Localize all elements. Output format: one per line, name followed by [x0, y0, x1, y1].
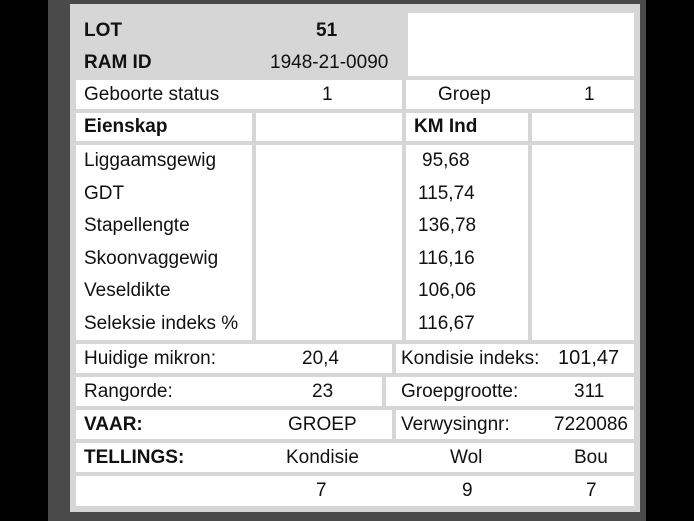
header-blank-box — [408, 13, 634, 76]
reference-label: Verwysingnr: — [401, 413, 510, 435]
trait-name-stapellengte: Stapellengte — [84, 215, 190, 237]
km-value-skoonvaggewig: 116,16 — [418, 247, 475, 269]
micron-row — [76, 344, 392, 373]
micron-label: Huidige mikron: — [84, 347, 216, 369]
counts-values-row — [76, 476, 634, 506]
trait-name-veseldikte: Veseldikte — [84, 280, 171, 302]
trait-names-column — [76, 145, 252, 340]
condition-index-row — [396, 344, 634, 373]
ram-id-value: 1948-21-0090 — [270, 52, 389, 73]
ram-id-label: RAM ID — [84, 52, 152, 73]
rank-row — [76, 377, 382, 406]
condition-index-label: Kondisie indeks: — [401, 347, 540, 369]
group-value: 1 — [584, 83, 595, 105]
km-value-gdt: 115,74 — [418, 182, 475, 204]
km-heading: KM Ind — [406, 113, 528, 141]
rank-value: 23 — [312, 380, 334, 402]
km-blank-column — [532, 145, 634, 340]
lot-value: 51 — [316, 20, 338, 41]
counts-build-value: 7 — [586, 480, 597, 501]
reference-row — [396, 410, 634, 439]
micron-value: 20,4 — [302, 347, 339, 369]
km-value-liggaamsgewig: 95,68 — [422, 150, 470, 172]
counts-wool-value: 9 — [462, 480, 473, 501]
km-value-stapellengte: 136,78 — [418, 215, 477, 237]
rank-label: Rangorde: — [84, 380, 173, 402]
trait-name-liggaamsgewig: Liggaamsgewig — [84, 150, 217, 172]
trait-name-gdt: GDT — [84, 182, 125, 204]
group-size-row — [386, 377, 634, 406]
counts-label: TELLINGS: — [84, 446, 185, 468]
km-value-veseldikte: 106,06 — [418, 280, 477, 302]
counts-wool-label: Wol — [450, 446, 483, 468]
condition-index-value: 101,47 — [558, 347, 620, 369]
group-size-label: Groepgrootte: — [401, 380, 519, 402]
km-value-seleksie-indeks: 116,67 — [418, 312, 475, 334]
trait-blank-column — [256, 145, 402, 340]
reference-value: 7220086 — [554, 413, 628, 435]
group-size-value: 311 — [574, 380, 605, 402]
counts-condition-label: Kondisie — [286, 446, 359, 468]
counts-build-label: Bou — [574, 446, 608, 468]
lot-card — [70, 4, 640, 512]
lot-label: LOT — [84, 20, 122, 41]
trait-name-skoonvaggewig: Skoonvaggewig — [84, 247, 219, 269]
group-label: Groep — [438, 83, 491, 105]
group-row — [406, 80, 634, 109]
trait-name-seleksie-indeks: Seleksie indeks % — [84, 312, 239, 334]
sire-label: VAAR: — [84, 413, 143, 435]
counts-condition-value: 7 — [316, 480, 327, 501]
birth-status-value: 1 — [322, 83, 333, 105]
km-heading-blank — [532, 113, 634, 141]
trait-heading-blank — [256, 113, 402, 141]
lot-header — [76, 10, 404, 76]
trait-heading: Eienskap — [76, 113, 252, 141]
sire-row — [76, 410, 392, 439]
km-values-column — [406, 145, 528, 340]
counts-heading-row — [76, 443, 634, 472]
birth-status-row — [76, 80, 402, 109]
birth-status-label: Geboorte status — [84, 83, 220, 105]
sire-value: GROEP — [288, 413, 357, 435]
